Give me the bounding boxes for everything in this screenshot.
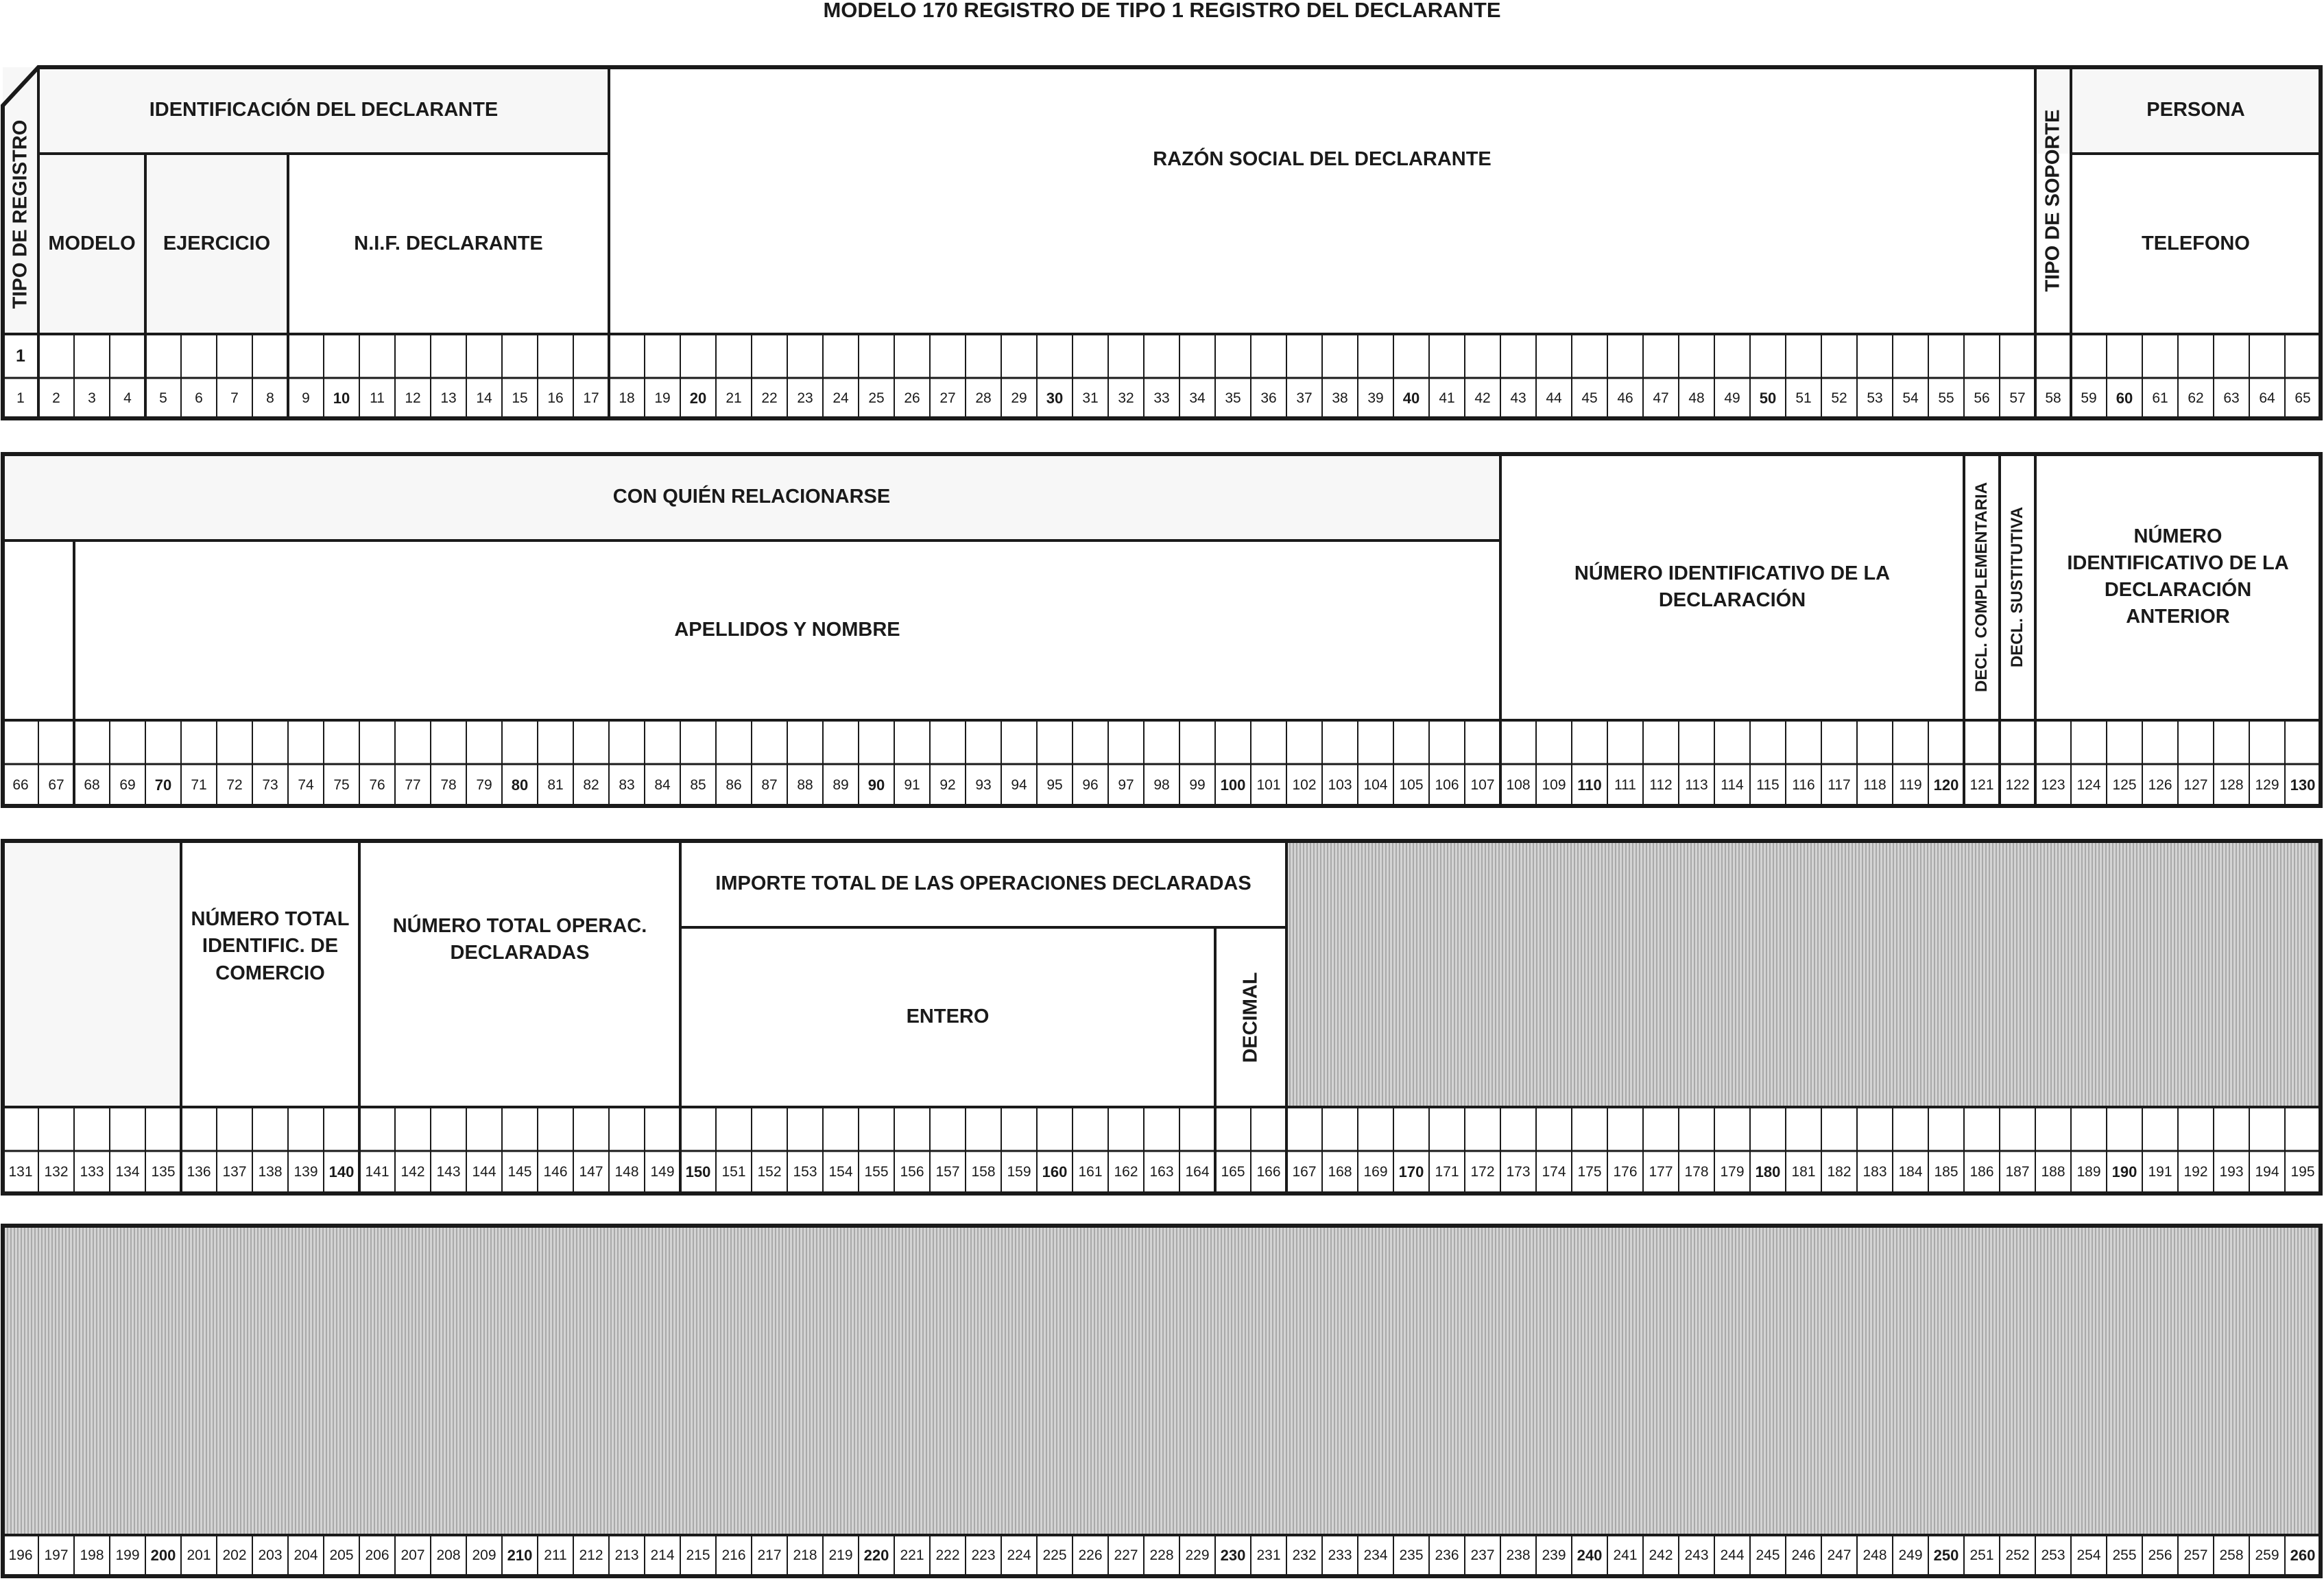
position-number: 132 (44, 1164, 69, 1180)
position-number: 159 (1007, 1164, 1031, 1180)
position-number: 241 (1613, 1547, 1638, 1563)
position-number: 195 (2290, 1164, 2315, 1180)
position-number: 98 (1153, 776, 1170, 793)
position-number: 62 (2188, 390, 2204, 406)
position-number: 186 (1969, 1164, 1994, 1180)
position-number: 199 (115, 1547, 140, 1563)
nif-declarante-label: N.I.F. DECLARANTE (354, 232, 543, 254)
position-number: 1 (16, 390, 25, 406)
position-number: 6 (195, 390, 203, 406)
position-number: 187 (2005, 1164, 2030, 1180)
position-number: 157 (935, 1164, 960, 1180)
position-number: 173 (1506, 1164, 1531, 1180)
position-number: 134 (115, 1164, 140, 1180)
position-number: 58 (2045, 390, 2061, 406)
position-number: 227 (1114, 1547, 1138, 1563)
position-number: 85 (690, 776, 706, 793)
position-number: 111 (1614, 776, 1636, 793)
position-number: 105 (1399, 776, 1424, 793)
position-number: 10 (333, 389, 350, 407)
tipo-registro-text: TIPO DE REGISTRO (9, 119, 32, 309)
position-number: 124 (2076, 776, 2101, 793)
position-number: 198 (80, 1547, 104, 1563)
position-number: 181 (1791, 1164, 1816, 1180)
position-number: 38 (1332, 390, 1348, 406)
position-number: 223 (971, 1547, 996, 1563)
position-number: 78 (440, 776, 457, 793)
position-number: 248 (1862, 1547, 1887, 1563)
position-number: 76 (369, 776, 385, 793)
position-number: 172 (1470, 1164, 1495, 1180)
apellidos-nombre-label: APELLIDOS Y NOMBRE (674, 619, 900, 641)
position-number: 135 (151, 1164, 176, 1180)
position-number: 21 (726, 390, 742, 406)
position-number: 53 (1867, 390, 1883, 406)
position-number: 236 (1435, 1547, 1459, 1563)
position-number: 39 (1367, 390, 1384, 406)
position-number: 125 (2112, 776, 2137, 793)
position-number: 188 (2041, 1164, 2065, 1180)
position-number: 213 (614, 1547, 639, 1563)
persona-label: PERSONA (2146, 99, 2245, 121)
position-number: 9 (302, 390, 310, 406)
position-number: 163 (1149, 1164, 1174, 1180)
position-number: 167 (1292, 1164, 1317, 1180)
decl-complementaria-label (1964, 454, 2000, 720)
position-number: 115 (1756, 776, 1780, 793)
position-number: 230 (1220, 1547, 1246, 1564)
position-number: 35 (1225, 390, 1241, 406)
position-number: 61 (2152, 390, 2168, 406)
position-number: 4 (123, 390, 132, 406)
position-number: 127 (2183, 776, 2208, 793)
tipo-soporte-label (2035, 67, 2071, 334)
position-number: 119 (1899, 776, 1922, 793)
position-number: 154 (828, 1164, 853, 1180)
position-number: 228 (1149, 1547, 1174, 1563)
position-number: 212 (579, 1547, 603, 1563)
position-number: 13 (440, 390, 457, 406)
ejercicio-label: EJERCICIO (163, 232, 271, 254)
position-number: 80 (511, 776, 529, 794)
position-number: 101 (1256, 776, 1281, 793)
position-number: 23 (797, 390, 813, 406)
position-number: 100 (1220, 776, 1246, 794)
position-number: 211 (544, 1547, 567, 1563)
position-number: 54 (1902, 390, 1919, 406)
position-number: 215 (686, 1547, 710, 1563)
position-number: 237 (1470, 1547, 1495, 1563)
position-number: 59 (2081, 390, 2097, 406)
position-number: 180 (1755, 1163, 1781, 1180)
position-number: 20 (689, 389, 707, 407)
position-number: 184 (1898, 1164, 1923, 1180)
position-number: 92 (939, 776, 956, 793)
position-number: 106 (1435, 776, 1459, 793)
position-number: 177 (1649, 1164, 1673, 1180)
identificacion-declarante-label: IDENTIFICACIÓN DEL DECLARANTE (149, 99, 499, 121)
position-number: 3 (88, 390, 96, 406)
position-number: 207 (400, 1547, 425, 1563)
decimal-text: DECIMAL (1239, 971, 1262, 1063)
position-number: 19 (654, 390, 671, 406)
position-number: 143 (436, 1164, 461, 1180)
position-number: 46 (1617, 390, 1633, 406)
position-number: 253 (2041, 1547, 2065, 1563)
position-number: 209 (472, 1547, 496, 1563)
position-number: 89 (832, 776, 849, 793)
position-number: 50 (1759, 389, 1777, 407)
position-number: 5 (159, 390, 167, 406)
position-number: 197 (44, 1547, 69, 1563)
position-number: 165 (1221, 1164, 1245, 1180)
position-number: 14 (476, 390, 492, 406)
position-number: 201 (187, 1547, 211, 1563)
position-number: 150 (685, 1163, 711, 1180)
position-number: 141 (365, 1164, 390, 1180)
position-number: 49 (1724, 390, 1740, 406)
position-number: 103 (1328, 776, 1352, 793)
position-number: 96 (1082, 776, 1099, 793)
position-number: 155 (864, 1164, 889, 1180)
position-number: 185 (1934, 1164, 1958, 1180)
position-number: 17 (583, 390, 599, 406)
position-number: 204 (294, 1547, 318, 1563)
position-number: 18 (619, 390, 635, 406)
position-number: 208 (436, 1547, 461, 1563)
position-number: 60 (2116, 389, 2133, 407)
position-number: 81 (547, 776, 564, 793)
position-number: 250 (1933, 1547, 1959, 1564)
position-number: 179 (1720, 1164, 1745, 1180)
position-number: 16 (547, 390, 564, 406)
position-number: 2 (52, 390, 60, 406)
position-number: 255 (2112, 1547, 2137, 1563)
position-number: 249 (1898, 1547, 1923, 1563)
position-number: 254 (2076, 1547, 2101, 1563)
position-number: 41 (1439, 390, 1455, 406)
con-quien-label: CON QUIÉN RELACIONARSE (612, 486, 891, 508)
decl-complementaria-text: DECL. COMPLEMENTARIA (1972, 482, 1991, 693)
position-number: 189 (2076, 1164, 2101, 1180)
position-number: 144 (472, 1164, 496, 1180)
position-number: 224 (1007, 1547, 1031, 1563)
position-number: 221 (900, 1547, 924, 1563)
position-number: 183 (1862, 1164, 1887, 1180)
position-number: 79 (476, 776, 492, 793)
tipo-soporte-text: TIPO DE SOPORTE (2041, 109, 2064, 292)
document-title: MODELO 170 REGISTRO DE TIPO 1 REGISTRO DEL DECLARANTE (823, 0, 1501, 22)
position-number: 31 (1082, 390, 1099, 406)
position-number: 88 (797, 776, 813, 793)
position-number: 246 (1791, 1547, 1816, 1563)
position-number: 158 (971, 1164, 996, 1180)
position-number: 93 (975, 776, 992, 793)
position-number: 171 (1435, 1164, 1459, 1180)
position-number: 45 (1581, 390, 1598, 406)
modelo-label: MODELO (48, 232, 136, 254)
position-number: 67 (48, 776, 64, 793)
position-number: 234 (1363, 1547, 1388, 1563)
position-number: 205 (329, 1547, 354, 1563)
position-number: 160 (1042, 1163, 1068, 1180)
position-number: 15 (512, 390, 528, 406)
tipo-registro-label (3, 95, 38, 334)
position-number: 110 (1577, 776, 1602, 794)
position-number: 12 (405, 390, 421, 406)
position-number: 233 (1328, 1547, 1352, 1563)
position-number: 66 (12, 776, 29, 793)
position-number: 121 (1969, 776, 1994, 793)
position-number: 168 (1328, 1164, 1352, 1180)
position-number: 52 (1831, 390, 1847, 406)
position-number: 32 (1118, 390, 1134, 406)
position-number: 28 (975, 390, 992, 406)
position-number: 149 (650, 1164, 675, 1180)
position-number: 140 (328, 1163, 355, 1180)
decl-sustitutiva-text: DECL. SUSTITUTIVA (2008, 506, 2027, 668)
position-number: 174 (1542, 1164, 1566, 1180)
position-number: 218 (793, 1547, 817, 1563)
position-number: 175 (1577, 1164, 1602, 1180)
position-number: 191 (2148, 1164, 2172, 1180)
telefono-label: TELEFONO (2142, 232, 2250, 254)
decl-sustitutiva-label (2000, 454, 2035, 720)
position-number: 74 (298, 776, 314, 793)
position-number: 128 (2219, 776, 2244, 793)
num-ident-anterior-label: NÚMERO IDENTIFICATIVO DE LA DECLARACIÓN ANTERIOR (2067, 525, 2289, 628)
position-number: 116 (1792, 776, 1815, 793)
position-number: 151 (721, 1164, 746, 1180)
num-total-identific-label: NÚMERO TOTAL IDENTIFIC. DE COMERCIO (191, 908, 350, 984)
position-number: 37 (1296, 390, 1313, 406)
position-number: 97 (1118, 776, 1134, 793)
position-number: 137 (222, 1164, 247, 1180)
position-number: 260 (2290, 1547, 2316, 1564)
position-number: 153 (793, 1164, 817, 1180)
position-number: 94 (1011, 776, 1027, 793)
position-number: 71 (191, 776, 207, 793)
position-number: 27 (939, 390, 956, 406)
position-number: 130 (2290, 776, 2316, 794)
position-number: 126 (2148, 776, 2172, 793)
position-number: 138 (258, 1164, 283, 1180)
position-number: 225 (1042, 1547, 1067, 1563)
position-number: 170 (1398, 1163, 1424, 1180)
position-number: 245 (1756, 1547, 1780, 1563)
position-number: 57 (2009, 390, 2026, 406)
position-number: 56 (1974, 390, 1990, 406)
importe-total-label: IMPORTE TOTAL DE LAS OPERACIONES DECLARADAS (715, 872, 1251, 895)
position-number: 242 (1649, 1547, 1673, 1563)
position-number: 7 (230, 390, 239, 406)
position-number: 22 (761, 390, 778, 406)
position-number: 36 (1260, 390, 1277, 406)
position-number: 182 (1827, 1164, 1852, 1180)
position-number: 25 (868, 390, 885, 406)
position-number: 147 (579, 1164, 603, 1180)
position-number: 55 (1938, 390, 1954, 406)
position-number: 11 (370, 390, 385, 406)
position-number: 77 (405, 776, 421, 793)
position-number: 231 (1256, 1547, 1281, 1563)
position-number: 63 (2223, 390, 2240, 406)
position-number: 258 (2219, 1547, 2244, 1563)
position-number: 112 (1649, 776, 1673, 793)
position-number: 8 (266, 390, 274, 406)
position-number: 259 (2255, 1547, 2279, 1563)
position-number: 108 (1506, 776, 1531, 793)
position-number: 164 (1185, 1164, 1210, 1180)
position-number: 65 (2295, 390, 2311, 406)
position-number: 257 (2183, 1547, 2208, 1563)
position-number: 68 (84, 776, 100, 793)
position-number: 136 (187, 1164, 211, 1180)
num-total-operac-label: NÚMERO TOTAL OPERAC. DECLARADAS (392, 914, 647, 964)
position-number: 26 (904, 390, 920, 406)
position-number: 104 (1363, 776, 1388, 793)
position-number: 99 (1189, 776, 1206, 793)
position-number: 86 (726, 776, 742, 793)
position-number: 40 (1402, 389, 1420, 407)
position-number: 169 (1363, 1164, 1388, 1180)
num-ident-decl-label: NÚMERO IDENTIFICATIVO DE LA DECLARACIÓN (1574, 562, 1891, 611)
position-number: 51 (1795, 390, 1812, 406)
position-number: 114 (1721, 776, 1744, 793)
position-number: 226 (1078, 1547, 1103, 1563)
position-number: 235 (1399, 1547, 1424, 1563)
entero-label: ENTERO (906, 1006, 990, 1028)
position-number: 156 (900, 1164, 924, 1180)
position-number: 102 (1292, 776, 1317, 793)
position-number: 33 (1153, 390, 1170, 406)
position-number: 113 (1685, 776, 1708, 793)
position-number: 145 (507, 1164, 532, 1180)
position-number: 43 (1510, 390, 1526, 406)
position-number: 200 (150, 1547, 176, 1564)
position-number: 176 (1613, 1164, 1638, 1180)
position-number: 214 (650, 1547, 675, 1563)
position-number: 162 (1114, 1164, 1138, 1180)
position-number: 244 (1720, 1547, 1745, 1563)
decimal-label (1215, 927, 1286, 1107)
position-number: 64 (2259, 390, 2275, 406)
position-number: 82 (583, 776, 599, 793)
position-number: 206 (365, 1547, 390, 1563)
position-number: 83 (619, 776, 635, 793)
position-number: 216 (721, 1547, 746, 1563)
position-number: 194 (2255, 1164, 2279, 1180)
position-number: 193 (2219, 1164, 2244, 1180)
position-number: 84 (654, 776, 671, 793)
position-number: 90 (867, 776, 885, 794)
position-number: 24 (832, 390, 849, 406)
razon-social-label: RAZÓN SOCIAL DEL DECLARANTE (1153, 147, 1492, 170)
position-number: 178 (1684, 1164, 1709, 1180)
position-number: 142 (400, 1164, 425, 1180)
position-number: 202 (222, 1547, 247, 1563)
position-number: 219 (828, 1547, 853, 1563)
position-number: 222 (935, 1547, 960, 1563)
position-number: 161 (1078, 1164, 1103, 1180)
position-number: 232 (1292, 1547, 1317, 1563)
position-number: 251 (1969, 1547, 1994, 1563)
position-number: 34 (1189, 390, 1206, 406)
position-number: 123 (2041, 776, 2065, 793)
position-number: 203 (258, 1547, 283, 1563)
position-number: 238 (1506, 1547, 1531, 1563)
position-number: 210 (507, 1547, 533, 1564)
position-number: 87 (761, 776, 778, 793)
position-number: 131 (8, 1164, 33, 1180)
position-number: 196 (8, 1547, 33, 1563)
position-number: 70 (154, 776, 172, 794)
position-number: 95 (1046, 776, 1063, 793)
position-number: 118 (1863, 776, 1886, 793)
position-number: 72 (226, 776, 243, 793)
position-number: 91 (904, 776, 920, 793)
position-number: 29 (1011, 390, 1027, 406)
position-number: 146 (543, 1164, 568, 1180)
position-number: 120 (1933, 776, 1959, 794)
position-number: 252 (2005, 1547, 2030, 1563)
position-number: 69 (119, 776, 136, 793)
position-number: 122 (2005, 776, 2030, 793)
position-number: 109 (1542, 776, 1566, 793)
position-number: 239 (1542, 1547, 1566, 1563)
position-number: 30 (1046, 389, 1064, 407)
position-number: 192 (2183, 1164, 2208, 1180)
position-number: 152 (757, 1164, 782, 1180)
position-number: 75 (333, 776, 350, 793)
position-number: 133 (80, 1164, 104, 1180)
position-number: 229 (1185, 1547, 1210, 1563)
position-number: 47 (1653, 390, 1669, 406)
position-number: 148 (614, 1164, 639, 1180)
position-number: 243 (1684, 1547, 1709, 1563)
position-number: 139 (294, 1164, 318, 1180)
tipo-registro-value: 1 (16, 346, 25, 366)
position-number: 107 (1470, 776, 1495, 793)
position-number: 220 (863, 1547, 889, 1564)
position-number: 48 (1688, 390, 1705, 406)
position-number: 129 (2255, 776, 2279, 793)
position-number: 73 (262, 776, 278, 793)
position-number: 44 (1546, 390, 1562, 406)
position-number: 240 (1577, 1547, 1603, 1564)
position-number: 117 (1828, 776, 1851, 793)
position-number: 217 (757, 1547, 782, 1563)
position-number: 256 (2148, 1547, 2172, 1563)
position-number: 166 (1256, 1164, 1281, 1180)
position-number: 247 (1827, 1547, 1852, 1563)
position-number: 190 (2111, 1163, 2137, 1180)
position-number: 42 (1474, 390, 1491, 406)
